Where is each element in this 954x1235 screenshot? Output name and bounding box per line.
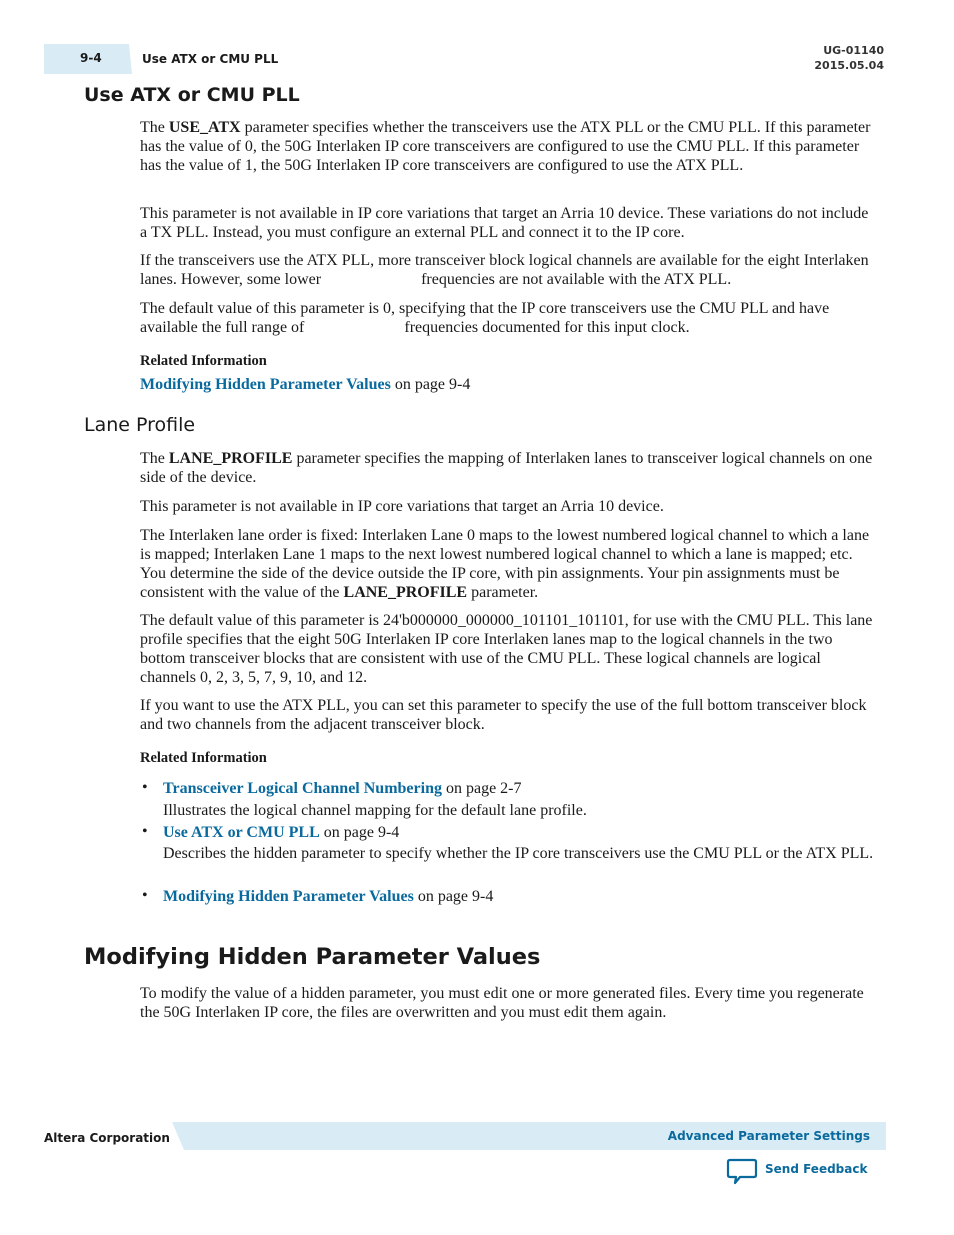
use-atx-paragraph-1: The USE_ATX parameter specifies whether the transceivers use the ATX PLL or the CMU PLL. If this parameter has the value of 0, the 50G Interlaken IP core transceivers are configured to use the CMU PLL. If this parameter has the value of 1, the 50G Interlaken IP core transceivers are configured to use the ATX PLL. [140, 119, 871, 174]
use-atx-paragraph-3: If the transceivers use the ATX PLL, more transceiver block logical channels are available for the eight Interlaken lanes. However, some lower frequencies are not available with the ATX PLL. [140, 252, 869, 288]
bullet-marker: • [142, 823, 148, 840]
doc-date: 2015.05.04 [814, 59, 884, 72]
modifying-paragraph-1: To modify the value of a hidden parameter, you must edit one or more generated files. Every time you regenerate the 50G Interlaken IP core, the files are overwritten and you must edit them again. [140, 985, 864, 1021]
link-transceiver-logical-channel[interactable]: Transceiver Logical Channel Numbering [163, 780, 442, 797]
send-feedback-link[interactable]: Send Feedback [765, 1162, 868, 1176]
lane-profile-paragraph-2: This parameter is not available in IP core variations that target an Arria 10 device. [140, 498, 664, 515]
running-title: Use ATX or CMU PLL [142, 52, 279, 66]
page-number: 9-4 [80, 51, 102, 65]
footer-chapter-link[interactable]: Advanced Parameter Settings [667, 1129, 870, 1143]
related-item: Transceiver Logical Channel Numbering on page 2-7 Illustrates the logical channel mapping for the default lane profile. [163, 779, 875, 820]
doc-info [814, 43, 884, 73]
related-item: Modifying Hidden Parameter Values on page 9-4 [140, 376, 471, 393]
use-atx-paragraph-2: This parameter is not available in IP core variations that target an Arria 10 device. These variations do not include a TX PLL. Instead, you must configure an external PLL and connect it to the IP core. [140, 205, 869, 241]
related-info-label: Related Information [140, 750, 267, 766]
link-use-atx[interactable]: Use ATX or CMU PLL [163, 824, 320, 841]
param-lane-profile: LANE_PROFILE [343, 584, 468, 601]
use-atx-paragraph-4: The default value of this parameter is 0, specifying that the IP core transceivers use the CMU PLL and have available the full range of frequencies documented for this input clock. [140, 300, 830, 336]
bullet-marker: • [142, 779, 148, 796]
doc-id: UG-01140 [823, 44, 884, 57]
related-info-label: Related Information [140, 353, 267, 369]
link-modifying-hidden[interactable]: Modifying Hidden Parameter Values [163, 888, 414, 905]
related-item-description: Illustrates the logical channel mapping for the default lane profile. [163, 801, 587, 819]
lane-profile-paragraph-1: The LANE_PROFILE parameter specifies the mapping of Interlaken lanes to transceiver logical channels on one side of the device. [140, 450, 873, 486]
param-use-atx: USE_ATX [168, 119, 241, 136]
footer-company: Altera Corporation [44, 1131, 170, 1145]
heading-lane-profile: Lane Profile [84, 414, 196, 436]
related-item: Use ATX or CMU PLL on page 9-4 Describes the hidden parameter to specify whether the IP core transceivers use the CMU PLL or the ATX PLL. [163, 824, 874, 862]
lane-profile-paragraph-3: The Interlaken lane order is fixed: Interlaken Lane 0 maps to the lowest numbered logical channel to which a lane is mapped; Interlaken Lane 1 maps to the next lowest numbered logical channel to which a lane is mapped; etc. You determine the side of the device outside the IP core, with pin assignments. Your pin assignments must be consistent with the value of the LANE_PROFILE parameter. [140, 527, 870, 601]
heading-modifying-hidden: Modifying Hidden Parameter Values [84, 944, 541, 970]
lane-profile-paragraph-5: If you want to use the ATX PLL, you can set this parameter to specify the use of the full bottom transceiver block and two channels from the adjacent transceiver block. [140, 697, 867, 733]
speech-bubble-icon[interactable] [726, 1158, 758, 1186]
related-item: Modifying Hidden Parameter Values on page 9-4 [163, 888, 494, 905]
link-modifying-hidden[interactable]: Modifying Hidden Parameter Values [140, 376, 391, 393]
related-item-description: Describes the hidden parameter to specify whether the IP core transceivers use the CMU PLL or the ATX PLL. [163, 844, 874, 862]
bullet-marker: • [142, 887, 148, 904]
heading-use-atx: Use ATX or CMU PLL [84, 84, 300, 106]
param-lane-profile: LANE_PROFILE [168, 450, 293, 467]
lane-profile-paragraph-4: The default value of this parameter is 24'b000000_000000_101101_101101, for use with the CMU PLL. This lane profile specifies that the eight 50G Interlaken IP core Interlaken lanes map to the logical channels in the two bottom transceiver blocks that are consistent with use of the CMU PLL. These logical channels are logical channels 0, 2, 3, 5, 7, 9, 10, and 12. [140, 612, 873, 686]
